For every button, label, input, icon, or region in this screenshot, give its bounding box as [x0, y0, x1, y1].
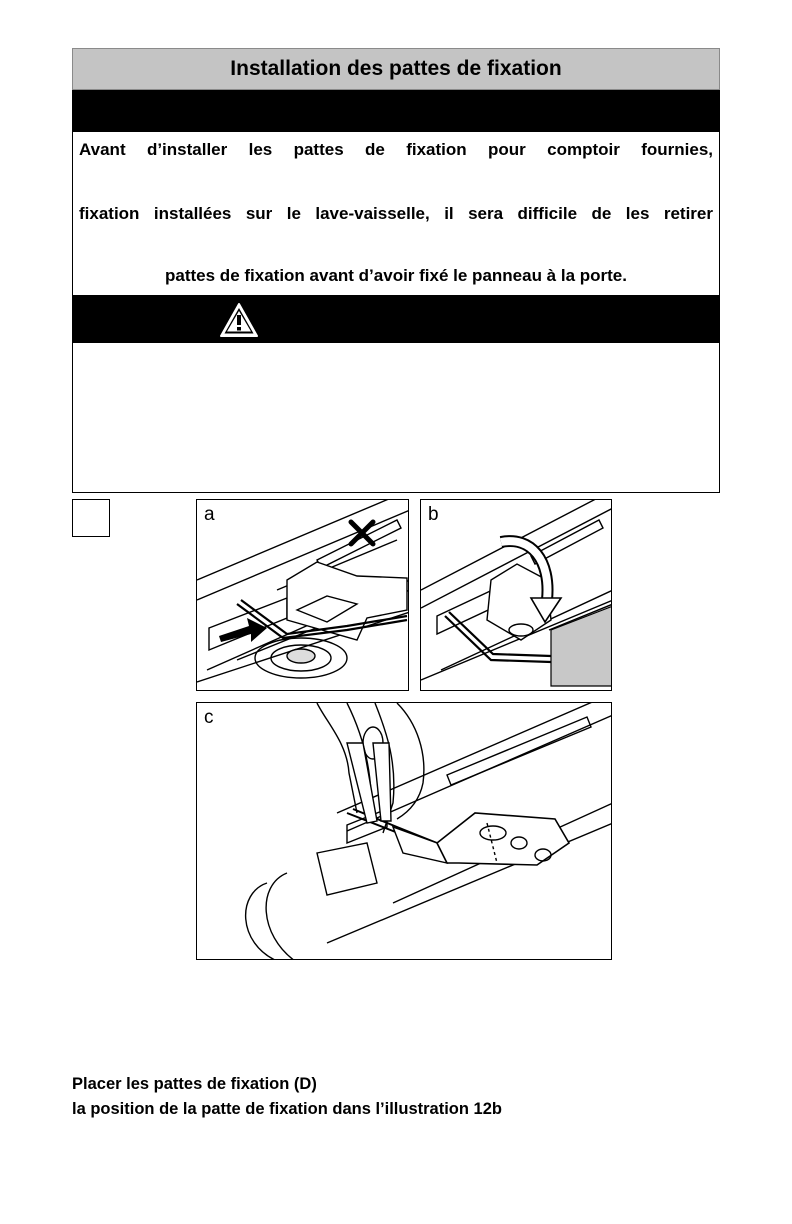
warning-header-bar: [73, 297, 719, 343]
notice-box: [72, 90, 720, 296]
figure-panel-c: [196, 702, 612, 960]
figure-panel-b: [420, 499, 612, 691]
notice-header-bar: [73, 90, 719, 132]
bracket-pliers-illustration: [197, 703, 612, 960]
section-title: [72, 48, 720, 90]
bracket-wrong-insert-illustration: [197, 500, 409, 691]
instruction-line: Placer les pattes de fixation (D): [72, 1075, 317, 1093]
warning-box: [72, 296, 720, 493]
bracket-rotate-illustration: [421, 500, 612, 691]
warning-triangle-icon: [219, 302, 259, 338]
panel-label: c: [204, 707, 214, 728]
panel-label: a: [204, 504, 215, 525]
panel-label: b: [428, 504, 439, 525]
step-number-box: [72, 499, 110, 537]
notice-line: pattes de fixation avant d’avoir fixé le panneau à la porte.: [165, 266, 627, 285]
instruction-line: la position de la patte de fixation dans l’illustration 12b: [72, 1100, 502, 1118]
figure-panel-a: [196, 499, 409, 691]
section-title-text: Installation des pattes de fixation: [230, 57, 562, 80]
notice-line: fixation installées sur le lave-vaisselle, il sera difficile de les retirer: [79, 204, 713, 223]
notice-line: Avant d’installer les pattes de fixation pour comptoir fournies,: [79, 140, 713, 159]
